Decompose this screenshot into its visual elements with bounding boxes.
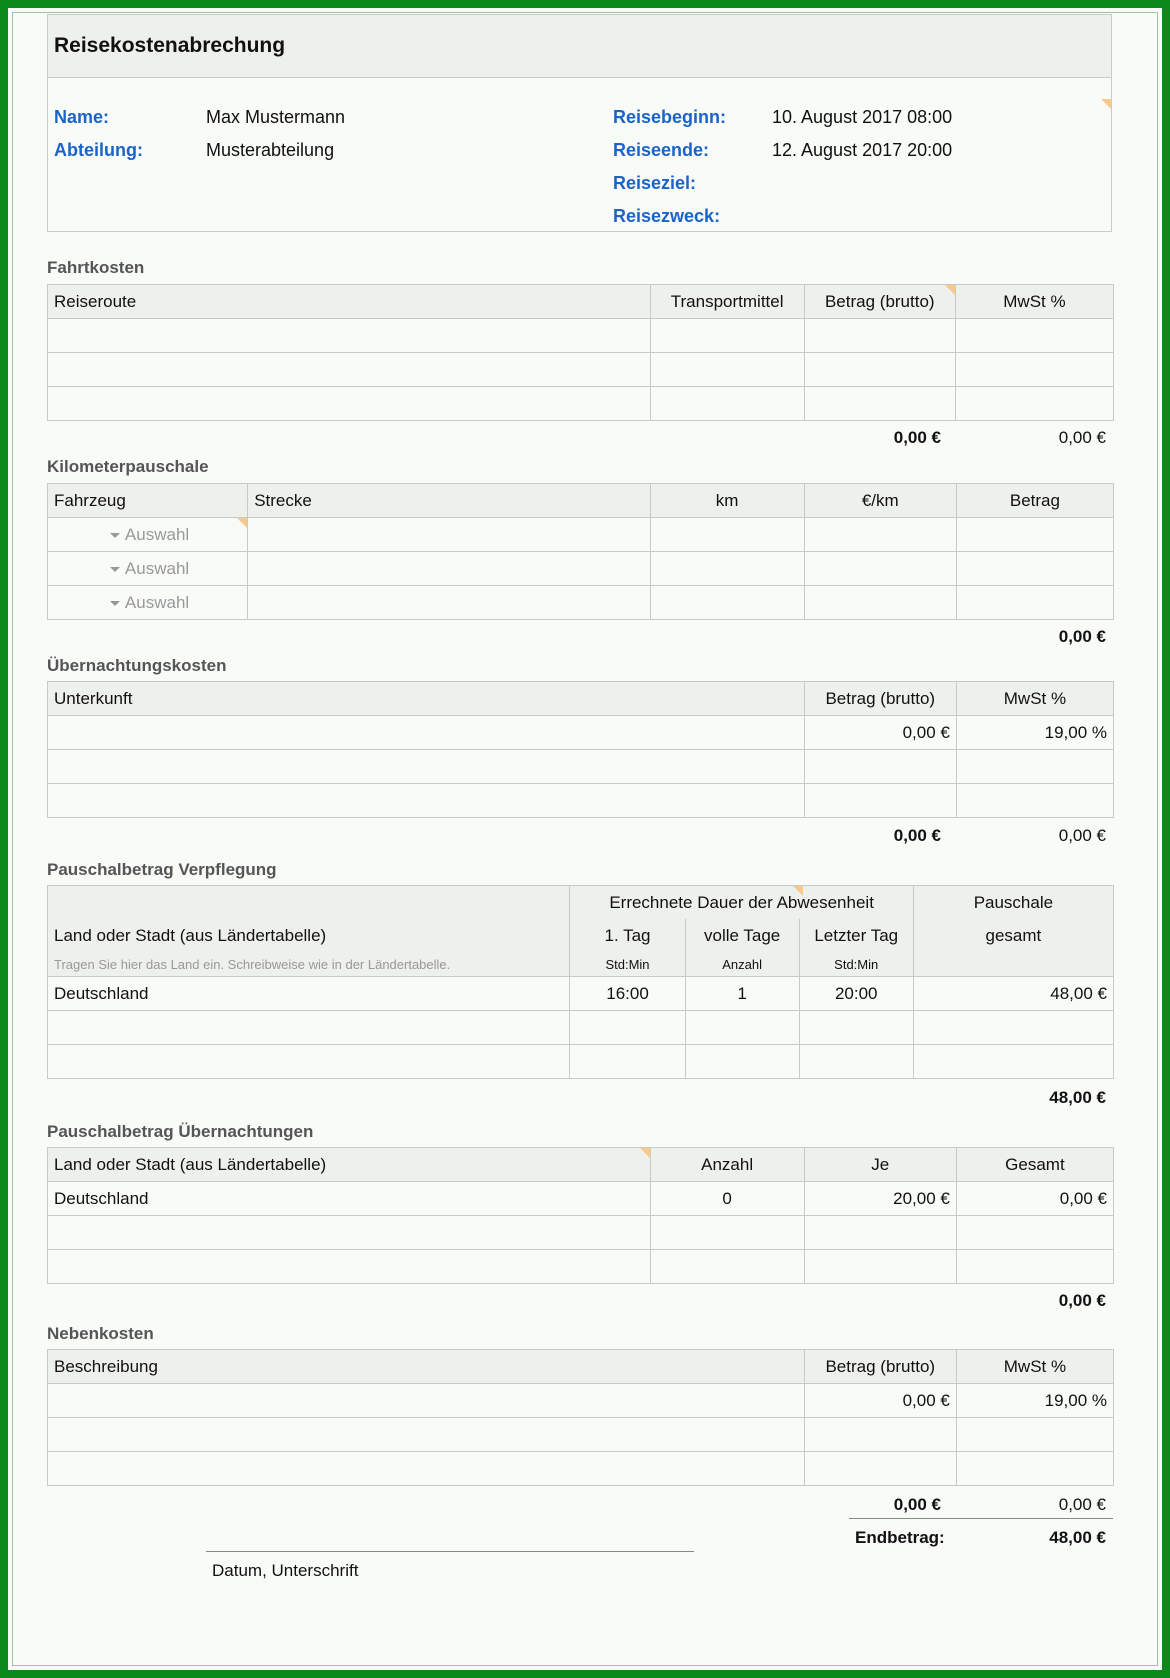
table-row	[48, 518, 1114, 552]
unit-letzter-tag: Std:Min	[799, 952, 913, 977]
cell[interactable]	[955, 319, 1113, 353]
cell[interactable]	[248, 518, 650, 552]
name-label: Name:	[54, 107, 110, 127]
table-row	[48, 1011, 1114, 1045]
col-letzter-tag: Letzter Tag	[799, 919, 913, 952]
cell[interactable]	[804, 750, 956, 784]
col-betrag: Betrag	[956, 484, 1113, 518]
vehicle-select[interactable]	[48, 586, 248, 620]
vehicle-select[interactable]	[48, 552, 248, 586]
signature-label: Datum, Unterschrift	[212, 1561, 359, 1580]
cell[interactable]	[956, 750, 1113, 784]
cell[interactable]	[48, 716, 805, 750]
header-box	[47, 14, 1112, 232]
cell[interactable]	[48, 1418, 805, 1452]
verpflegung-table	[47, 885, 1114, 1079]
table-row	[48, 387, 1114, 421]
trip-start-value[interactable]: 10. August 2017 08:00	[772, 107, 953, 127]
table-row	[48, 750, 1114, 784]
comment-marker-icon[interactable]	[640, 1148, 650, 1158]
name-value[interactable]: Max Mustermann	[206, 107, 346, 127]
cell[interactable]	[48, 1216, 651, 1250]
cell[interactable]	[685, 1045, 799, 1079]
cell[interactable]	[650, 552, 804, 586]
cell-je: 20,00 €	[804, 1182, 956, 1216]
cell[interactable]	[48, 387, 651, 421]
comment-marker-icon[interactable]	[237, 518, 247, 528]
cell[interactable]	[48, 1250, 651, 1284]
nebenkosten-sum-brutto: 0,00 €	[893, 1495, 941, 1514]
cell[interactable]	[956, 552, 1113, 586]
trip-end-label: Reiseende:	[613, 140, 710, 160]
cell[interactable]	[48, 319, 651, 353]
cell[interactable]	[804, 319, 955, 353]
table-header-row	[48, 1148, 1114, 1182]
cell[interactable]	[685, 1011, 799, 1045]
uebernachtung-sum-brutto: 0,00 €	[893, 826, 941, 845]
col-beschreibung: Beschreibung	[48, 1350, 805, 1384]
col-euro-per-km: €/km	[804, 484, 956, 518]
col-land: Land oder Stadt (aus Ländertabelle)	[48, 919, 570, 952]
department-value[interactable]: Musterabteilung	[206, 140, 335, 160]
col-betrag-brutto	[804, 285, 955, 319]
end-total-value: 48,00 €	[1049, 1528, 1106, 1547]
cell[interactable]	[650, 586, 804, 620]
section-title-nebenkosten: Nebenkosten	[47, 1324, 154, 1343]
cell[interactable]	[956, 784, 1113, 818]
cell[interactable]	[570, 1011, 685, 1045]
dropdown-caret-icon	[110, 533, 120, 538]
cell-land[interactable]: Deutschland	[48, 1182, 651, 1216]
destination-label: Reiseziel:	[613, 173, 697, 193]
vehicle-select-placeholder: Auswahl	[124, 524, 190, 544]
cell[interactable]	[650, 1250, 804, 1284]
table-row	[48, 552, 1114, 586]
unit-tag1: Std:Min	[570, 952, 685, 977]
cell[interactable]	[650, 353, 804, 387]
table-row	[48, 586, 1114, 620]
cell[interactable]	[48, 784, 805, 818]
signature-line	[206, 1551, 694, 1552]
table-header-row	[48, 952, 1114, 977]
verpflegung-sum: 48,00 €	[1049, 1088, 1106, 1107]
cell[interactable]	[799, 1045, 913, 1079]
cell[interactable]	[956, 1418, 1113, 1452]
fahrtkosten-sum-mwst: 0,00 €	[1058, 428, 1106, 447]
cell[interactable]	[804, 784, 956, 818]
purpose-label: Reisezweck:	[613, 206, 721, 226]
cell-volle-tage[interactable]: 1	[685, 977, 799, 1011]
cell-brutto[interactable]: 0,00 €	[804, 716, 956, 750]
table-row	[48, 977, 1114, 1011]
pauschal-uebernachtungen-table	[47, 1147, 1114, 1284]
table-row	[48, 1452, 1114, 1486]
col-je: Je	[804, 1148, 956, 1182]
table-row	[48, 1045, 1114, 1079]
table-header-row	[48, 285, 1114, 319]
cell[interactable]	[48, 750, 805, 784]
cell[interactable]	[570, 1045, 685, 1079]
cell[interactable]	[804, 1452, 956, 1486]
cell	[804, 1216, 956, 1250]
header-spacer	[913, 952, 1113, 977]
cell[interactable]	[248, 552, 650, 586]
table-header-row	[48, 1350, 1114, 1384]
col-volle-tage: volle Tage	[685, 919, 799, 952]
cell-letzter-tag[interactable]: 20:00	[799, 977, 913, 1011]
dropdown-caret-icon	[110, 567, 120, 572]
cell-tag1[interactable]: 16:00	[570, 977, 685, 1011]
cell-mwst[interactable]: 19,00 %	[956, 1384, 1113, 1418]
section-title-uebernachtungskosten: Übernachtungskosten	[47, 656, 227, 675]
col-land-label: Land oder Stadt (aus Ländertabelle)	[54, 1154, 327, 1174]
col-mwst: MwSt %	[956, 1350, 1113, 1384]
trip-start-label: Reisebeginn:	[613, 107, 727, 127]
cell[interactable]	[955, 353, 1113, 387]
table-header-row	[48, 919, 1114, 952]
cell[interactable]	[804, 518, 956, 552]
header-info	[48, 15, 1111, 231]
cell[interactable]	[48, 1384, 805, 1418]
table-row	[48, 319, 1114, 353]
col-gesamt: gesamt	[913, 919, 1113, 952]
comment-marker-icon[interactable]	[945, 285, 955, 295]
cell[interactable]	[804, 1418, 956, 1452]
cell[interactable]	[48, 1045, 570, 1079]
cell-brutto[interactable]: 0,00 €	[804, 1384, 956, 1418]
cell	[956, 1250, 1113, 1284]
trip-end-value[interactable]: 12. August 2017 20:00	[772, 140, 953, 160]
cell[interactable]	[956, 1452, 1113, 1486]
col-mwst: MwSt %	[956, 682, 1113, 716]
cell[interactable]	[956, 586, 1113, 620]
table-row	[48, 1216, 1114, 1250]
col-pauschale: Pauschale	[913, 886, 1113, 920]
total-divider	[849, 1518, 1113, 1519]
fahrtkosten-table	[47, 284, 1114, 421]
col-reiseroute: Reiseroute	[48, 285, 651, 319]
col-unterkunft: Unterkunft	[48, 682, 805, 716]
col-km: km	[650, 484, 804, 518]
col-transportmittel: Transportmittel	[650, 285, 804, 319]
table-header-row	[48, 682, 1114, 716]
cell[interactable]	[804, 552, 956, 586]
cell[interactable]	[48, 353, 651, 387]
cell-mwst[interactable]: 19,00 %	[956, 716, 1113, 750]
col-betrag-brutto: Betrag (brutto)	[804, 1350, 956, 1384]
cell[interactable]	[48, 1452, 805, 1486]
col-strecke: Strecke	[248, 484, 650, 518]
col-mwst: MwSt %	[955, 285, 1113, 319]
table-row	[48, 1384, 1114, 1418]
nebenkosten-table	[47, 1349, 1114, 1486]
table-row	[48, 784, 1114, 818]
table-row	[48, 716, 1114, 750]
cell	[804, 1250, 956, 1284]
cell	[913, 1045, 1113, 1079]
table-row	[48, 353, 1114, 387]
cell[interactable]	[48, 1011, 570, 1045]
section-title-kilometerpauschale: Kilometerpauschale	[47, 457, 209, 476]
nebenkosten-sum-mwst: 0,00 €	[1058, 1495, 1106, 1514]
table-row	[48, 1182, 1114, 1216]
col-betrag-brutto-label: Betrag (brutto)	[824, 291, 935, 311]
table-header-row	[48, 886, 1114, 920]
cell-anzahl[interactable]: 0	[650, 1182, 804, 1216]
table-row	[48, 1250, 1114, 1284]
col-gesamt: Gesamt	[956, 1148, 1113, 1182]
col-land	[48, 1148, 651, 1182]
vehicle-select-placeholder: Auswahl	[124, 558, 190, 578]
unit-volle-tage: Anzahl	[685, 952, 799, 977]
pauschal-uebernachtungen-sum: 0,00 €	[1058, 1291, 1106, 1310]
expense-sheet	[47, 14, 1112, 1580]
kilometerpauschale-table	[47, 483, 1114, 620]
cell[interactable]	[799, 1011, 913, 1045]
uebernachtung-sum-mwst: 0,00 €	[1058, 826, 1106, 845]
cell[interactable]	[650, 387, 804, 421]
cell-gesamt: 48,00 €	[913, 977, 1113, 1011]
cell[interactable]	[650, 319, 804, 353]
section-title-verpflegung: Pauschalbetrag Verpflegung	[47, 860, 277, 879]
section-title-pauschal-uebernachtungen: Pauschalbetrag Übernachtungen	[47, 1122, 314, 1141]
col-anzahl: Anzahl	[650, 1148, 804, 1182]
section-title-fahrtkosten: Fahrtkosten	[47, 258, 145, 277]
cell[interactable]	[650, 518, 804, 552]
cell	[913, 1011, 1113, 1045]
cell	[956, 1216, 1113, 1250]
page-title: Reisekostenabrechung	[48, 15, 1111, 78]
table-header-row	[48, 484, 1114, 518]
department-label: Abteilung:	[54, 140, 143, 160]
km-sum: 0,00 €	[1058, 627, 1106, 646]
col-tag1: 1. Tag	[570, 919, 685, 952]
cell[interactable]	[804, 353, 955, 387]
header-spacer	[48, 886, 570, 920]
hint-text: Tragen Sie hier das Land ein. Schreibweise wie in der Ländertabelle.	[48, 952, 570, 977]
cell-land[interactable]: Deutschland	[48, 977, 570, 1011]
fahrtkosten-sum-brutto: 0,00 €	[893, 428, 941, 447]
uebernachtungskosten-table	[47, 681, 1114, 818]
table-row	[48, 1418, 1114, 1452]
cell[interactable]	[955, 387, 1113, 421]
end-total-label: Endbetrag:	[855, 1528, 945, 1547]
group-header-label: Errechnete Dauer der Abwesenheit	[609, 892, 874, 912]
col-betrag-brutto: Betrag (brutto)	[804, 682, 956, 716]
cell[interactable]	[804, 586, 956, 620]
cell[interactable]	[804, 387, 955, 421]
vehicle-select-placeholder: Auswahl	[124, 592, 190, 612]
vehicle-select[interactable]	[48, 518, 248, 552]
cell-gesamt: 0,00 €	[956, 1182, 1113, 1216]
col-fahrzeug: Fahrzeug	[48, 484, 248, 518]
cell[interactable]	[248, 586, 650, 620]
cell[interactable]	[650, 1216, 804, 1250]
col-group-abwesenheit	[570, 886, 913, 920]
cell[interactable]	[956, 518, 1113, 552]
comment-marker-icon[interactable]	[793, 886, 803, 896]
dropdown-caret-icon	[110, 601, 120, 606]
